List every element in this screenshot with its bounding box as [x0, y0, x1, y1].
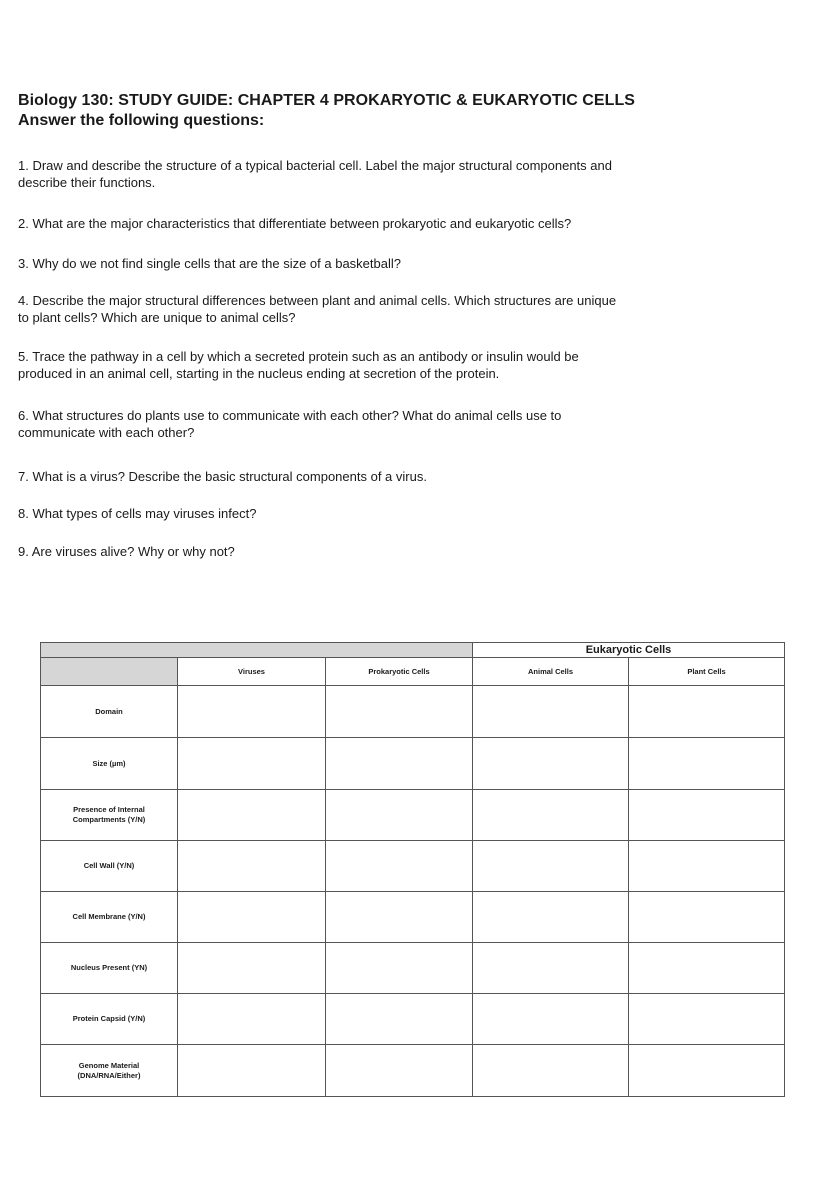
answer-cell[interactable] — [473, 686, 629, 738]
table-row — [41, 841, 785, 892]
question-item — [18, 407, 561, 441]
answer-cell[interactable] — [178, 892, 326, 943]
question-text-line: 8. What types of cells may viruses infect? — [18, 506, 257, 521]
column-header-prokaryotic: Prokaryotic Cells — [326, 658, 473, 686]
question-item — [18, 215, 571, 232]
table-column-header-row — [41, 658, 785, 686]
question-item — [18, 255, 401, 272]
answer-cell[interactable] — [178, 841, 326, 892]
question-item — [18, 348, 579, 382]
row-label-internal-compartments: Presence of Internal Compartments (Y/N) — [41, 790, 178, 841]
header — [18, 91, 808, 131]
answer-cell[interactable] — [326, 738, 473, 790]
eukaryotic-group-header: Eukaryotic Cells — [473, 643, 785, 658]
table-corner-cell — [41, 643, 473, 658]
row-label-protein-capsid: Protein Capsid (Y/N) — [41, 994, 178, 1045]
question-item — [18, 505, 256, 522]
row-label-size: Size (µm) — [41, 738, 178, 790]
answer-cell[interactable] — [629, 943, 785, 994]
answer-cell[interactable] — [629, 790, 785, 841]
answer-cell[interactable] — [473, 943, 629, 994]
table-corner-cell — [41, 658, 178, 686]
question-text-line: 3. Why do we not find single cells that are the size of a basketball? — [18, 256, 401, 271]
answer-cell[interactable] — [178, 994, 326, 1045]
answer-cell[interactable] — [473, 892, 629, 943]
question-item — [18, 157, 612, 191]
answer-cell[interactable] — [629, 1045, 785, 1097]
table-group-header-row — [41, 643, 785, 658]
answer-cell[interactable] — [178, 790, 326, 841]
answer-cell[interactable] — [326, 790, 473, 841]
question-item — [18, 292, 616, 326]
answer-cell[interactable] — [473, 790, 629, 841]
answer-cell[interactable] — [629, 892, 785, 943]
answer-cell[interactable] — [326, 686, 473, 738]
column-header-plant: Plant Cells — [629, 658, 785, 686]
answer-cell[interactable] — [473, 738, 629, 790]
question-text-line: 2. What are the major characteristics that differentiate between prokaryotic and eukaryotic cells? — [18, 216, 572, 231]
answer-cell[interactable] — [629, 686, 785, 738]
column-header-viruses: Viruses — [178, 658, 326, 686]
question-text-line: 1. Draw and describe the structure of a typical bacterial cell. Label the major structural components and — [18, 158, 612, 173]
question-text-line: to plant cells? Which are unique to animal cells? — [18, 310, 296, 325]
table-row — [41, 738, 785, 790]
row-label-genome-material: Genome Material (DNA/RNA/Either) — [41, 1045, 178, 1097]
answer-cell[interactable] — [326, 892, 473, 943]
answer-cell[interactable] — [473, 841, 629, 892]
answer-cell[interactable] — [326, 841, 473, 892]
column-header-animal: Animal Cells — [473, 658, 629, 686]
question-text-line: 5. Trace the pathway in a cell by which a secreted protein such as an antibody or insulin would be — [18, 349, 579, 364]
question-text-line: 6. What structures do plants use to communicate with each other? What do animal cells use to — [18, 408, 562, 423]
answer-cell[interactable] — [629, 841, 785, 892]
question-text-line: produced in an animal cell, starting in the nucleus ending at secretion of the protein. — [18, 366, 500, 381]
answer-cell[interactable] — [629, 738, 785, 790]
answer-cell[interactable] — [178, 943, 326, 994]
question-text-line: describe their functions. — [18, 175, 156, 190]
row-label-cell-wall: Cell Wall (Y/N) — [41, 841, 178, 892]
answer-cell[interactable] — [178, 686, 326, 738]
answer-cell[interactable] — [326, 1045, 473, 1097]
table-row — [41, 994, 785, 1045]
answer-cell[interactable] — [629, 994, 785, 1045]
row-label-cell-membrane: Cell Membrane (Y/N) — [41, 892, 178, 943]
table-row — [41, 1045, 785, 1097]
question-text-line: 9. Are viruses alive? Why or why not? — [18, 544, 235, 559]
comparison-table — [40, 642, 785, 1097]
page-subtitle: Answer the following questions: — [18, 112, 265, 129]
table-row — [41, 790, 785, 841]
answer-cell[interactable] — [473, 994, 629, 1045]
row-label-domain: Domain — [41, 686, 178, 738]
table-row — [41, 892, 785, 943]
table-row — [41, 686, 785, 738]
answer-cell[interactable] — [326, 994, 473, 1045]
page-title: Biology 130: STUDY GUIDE: CHAPTER 4 PROKARYOTIC & EUKARYOTIC CELLS — [18, 92, 635, 109]
question-text-line: communicate with each other? — [18, 425, 195, 440]
question-item — [18, 543, 235, 560]
row-label-nucleus: Nucleus Present (YN) — [41, 943, 178, 994]
answer-cell[interactable] — [178, 738, 326, 790]
answer-cell[interactable] — [326, 943, 473, 994]
answer-cell[interactable] — [473, 1045, 629, 1097]
question-text-line: 4. Describe the major structural differences between plant and animal cells. Which structures are unique — [18, 293, 617, 308]
table-row — [41, 943, 785, 994]
answer-cell[interactable] — [178, 1045, 326, 1097]
question-text-line: 7. What is a virus? Describe the basic structural components of a virus. — [18, 469, 427, 484]
question-item — [18, 468, 427, 485]
